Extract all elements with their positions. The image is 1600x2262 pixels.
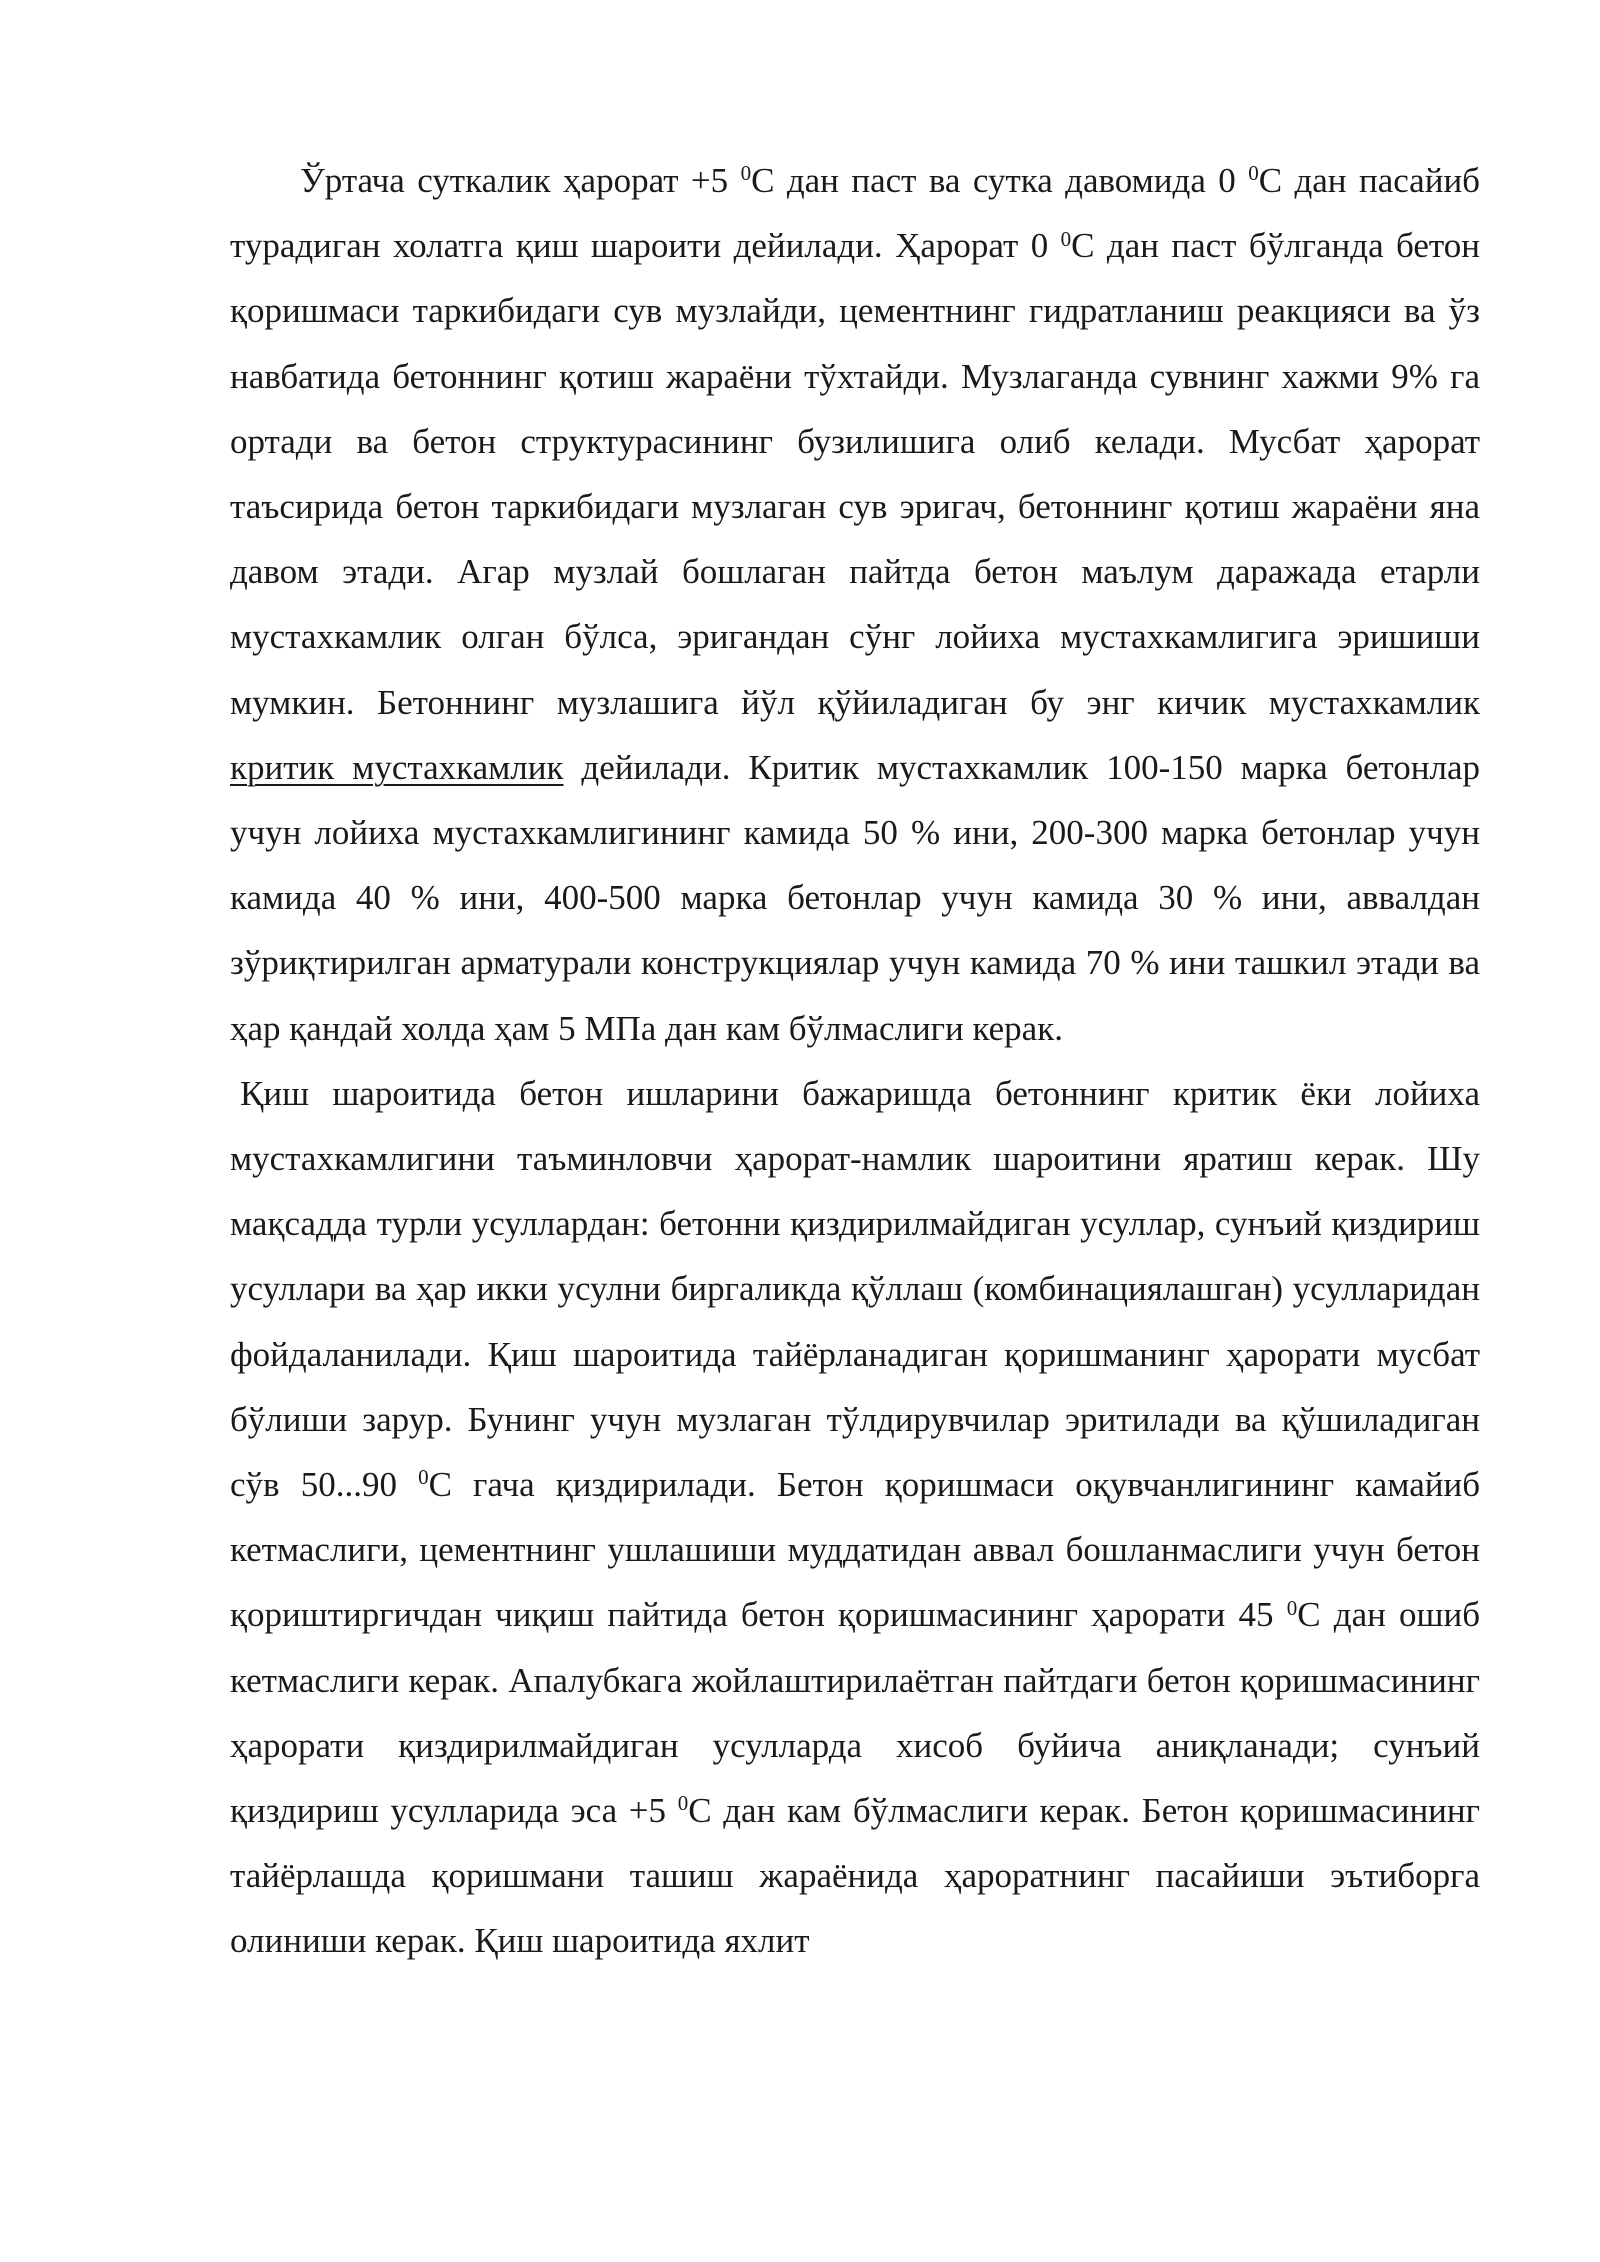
critical-strength-term: критик мустахкамлик: [230, 747, 564, 787]
degree-superscript: 0: [1060, 226, 1072, 251]
paragraph-2-text: С гача қиздирилади. Бетон қоришмаси оқувчанлигининг камайиб кетмаслиги, цементнинг ушлашиши муддатидан аввал бошланмаслиги учун бетон қориштиргичдан чиқиш пайтида бетон қоришмасининг ҳарорати 45: [230, 1465, 1481, 1635]
degree-superscript: 0: [1248, 161, 1259, 186]
paragraph-2-text: С дан кам бўлмаслиги керак. Бетон қоришмасининг тайёрлашда қоришмани ташиш жараёнида ҳароратнинг пасайиши эътиборга олиниши керак. Қиш шароитида яхлит: [230, 1791, 1480, 1961]
paragraph-1-text: С дан пасайиб турадиган холатга қиш шароити дейилади. Ҳарорат 0: [230, 161, 1480, 266]
paragraph-1: [230, 148, 1480, 1061]
document-body: [230, 148, 1480, 1974]
paragraph-2-text: Қиш шароитида бетон ишларини бажаришда бетоннинг критик ёки лойиха мустахкамлигини таъминловчи ҳарорат-намлик шароитини яратиш керак. Шу мақсадда турли усуллардан: бетонни қиздирилмайдиган усуллар, сунъий қиздириш усуллари ва ҳар икки усулни биргаликда қўллаш (комбинациялашган) усулларидан фойдаланилади. Қиш шароитида тайёрланадиган қоришманинг ҳарорати мусбат бўлиши зарур. Бунинг учун музлаган тўлдирувчилар эритилади ва қўшиладиган сўв 50...90: [230, 1073, 1480, 1505]
paragraph-2-text: С дан ошиб кетмаслиги керак. Апалубкага жойлаштирилаётган пайтдаги бетон қоришмасининг ҳарорати қиздирилмайдиган усулларда хисоб буйича аниқланади; сунъий қиздириш усулларида эса +5: [230, 1595, 1481, 1831]
paragraph-1-text: Ўртача суткалик ҳарорат +5: [300, 161, 741, 200]
degree-superscript: 0: [740, 161, 752, 186]
paragraph-1-text: дейилади. Критик мустахкамлик 100-150 марка бетонлар учун лойиха мустахкамлигининг камида 50 % ини, 200-300 марка бетонлар учун камида 40 % ини, 400-500 марка бетонлар учун камида 30 % ини, аввалдан зўриқтирилган арматурали конструкциялар учун камида 70 % ини ташкил этади ва ҳар қандай холда ҳам 5 МПа дан кам бўлмаслиги керак.: [230, 747, 1480, 1048]
degree-superscript: 0: [677, 1791, 689, 1816]
paragraph-1-text: С дан паст ва сутка давомида 0: [751, 161, 1249, 200]
degree-superscript: 0: [418, 1465, 429, 1490]
paragraph-2: [230, 1061, 1480, 1974]
degree-superscript: 0: [1286, 1595, 1298, 1620]
paragraph-1-text: С дан паст бўлганда бетон қоришмаси таркибидаги сув музлайди, цементнинг гидратланиш реакцияси ва ўз навбатида бетоннинг қотиш жараёни тўхтайди. Музлаганда сувнинг хажми 9% га ортади ва бетон структурасининг бузилишига олиб келади. Мусбат ҳарорат таъсирида бетон таркибидаги музлаган сув эригач, бетоннинг қотиш жараёни яна давом этади. Агар музлай бошлаган пайтда бетон маълум даражада етарли мустахкамлик олган бўлса, эригандан сўнг лойиха мустахкамлигига эришиши мумкин. Бетоннинг музлашига йўл қўйиладиган бу энг кичик мустахкамлик: [230, 226, 1480, 722]
